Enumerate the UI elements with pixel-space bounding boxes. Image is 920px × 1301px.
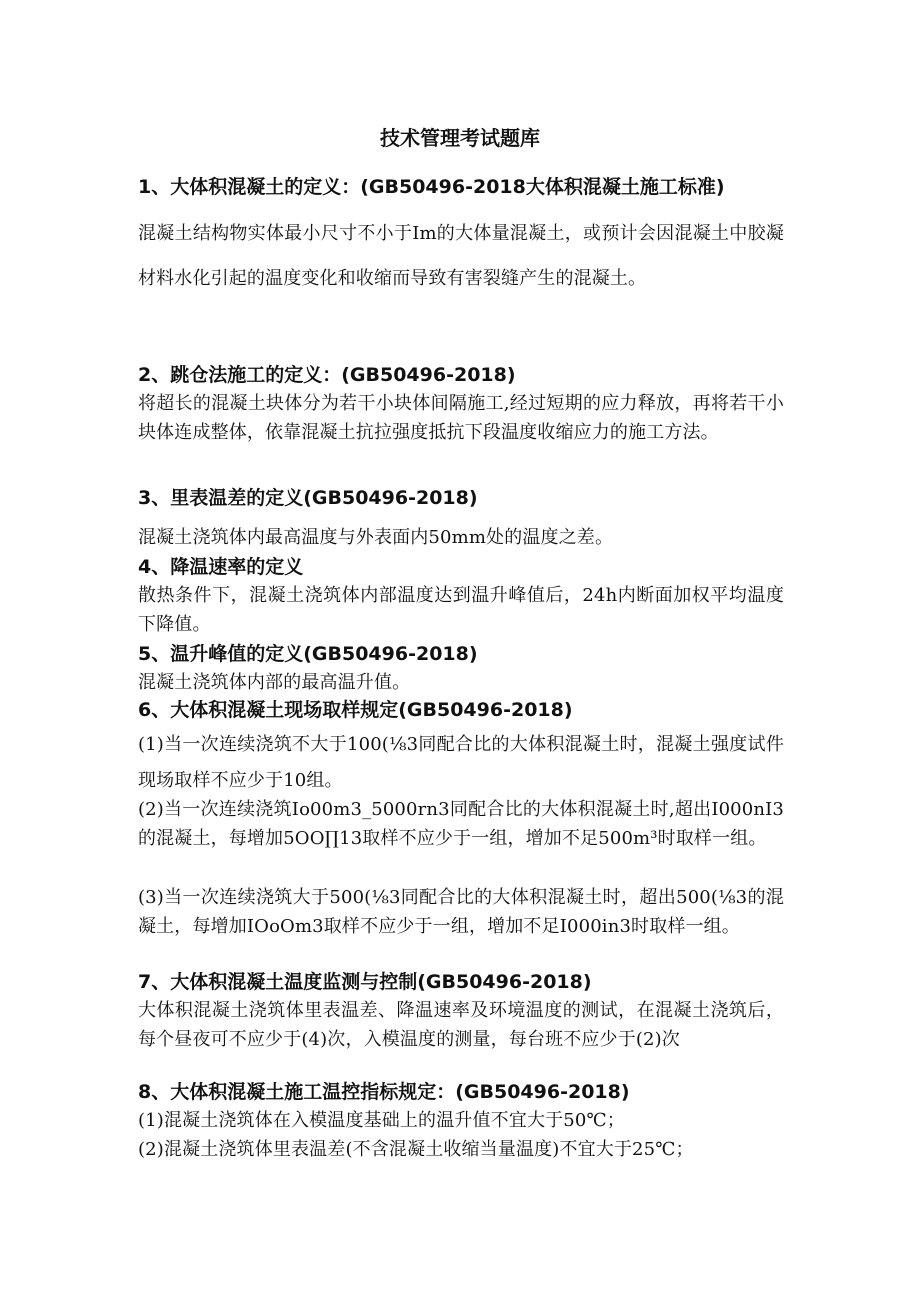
section-5-body: 混凝土浇筑体内部的最高温升值。 [138, 672, 411, 693]
section-3-heading: 3、里表温差的定义(GB50496-2018) [138, 487, 478, 509]
section-6-item-3: (3)当一次连续浇筑大于500(⅛3同配合比的大体积混凝土时，超出500(⅛3的混凝土，每增加IOoOm3取样不应少于一组，增加不足I000in3时取样一组。 [138, 887, 784, 937]
section-1-body: 混凝土结构物实体最小尺寸不小于Im的大体量混凝土，或预计会因混凝土中胶凝材料水化引起的温度变化和收缩而导致有害裂缝产生的混凝土。 [138, 223, 784, 289]
section-2-body: 将超长的混凝土块体分为若干小块体间隔施工,经过短期的应力释放，再将若干小块体连成整体，依靠混凝土抗拉强度抵抗下段温度收缩应力的施工方法。 [138, 393, 784, 443]
section-8-heading: 8、大体积混凝土施工温控指标规定：(GB50496-2018) [138, 1081, 630, 1103]
section-1-heading: 1、大体积混凝土的定义：(GB50496-2018大体积混凝土施工标准) [138, 176, 725, 198]
section-7-heading: 7、大体积混凝土温度监测与控制(GB50496-2018) [138, 971, 592, 993]
section-7-body: 大体积混凝土浇筑体里表温差、降温速率及环境温度的测试，在混凝土浇筑后，每个昼夜可不应少于(4)次，入模温度的测量，每台班不应少于(2)次 [138, 1000, 784, 1050]
section-8-item-1: (1)混凝土浇筑体在入模温度基础上的温升值不宜大于50℃； [138, 1110, 625, 1131]
section-5-heading: 5、温升峰值的定义(GB50496-2018) [138, 643, 478, 665]
document-title: 技术管理考试题库 [380, 126, 540, 150]
section-4-heading: 4、降温速率的定义 [138, 556, 304, 578]
section-6-item-2: (2)当一次连续浇筑Io00m3_5000rn3同配合比的大体积混凝土时,超出I000nI3的混凝土，每增加5OO∏13取样不应少于一组，增加不足500m³时取样一组。 [138, 799, 784, 849]
section-3-body: 混凝土浇筑体内最高温度与外表面内50mm处的温度之差。 [138, 527, 614, 548]
section-6-item-1: (1)当一次连续浇筑不大于100(⅛3同配合比的大体积混凝土时，混凝土强度试件现场取样不应少于10组。 [138, 734, 784, 791]
section-8-item-2: (2)混凝土浇筑体里表温差(不含混凝土收缩当量温度)不宜大于25℃； [138, 1139, 694, 1160]
section-2-heading: 2、跳仓法施工的定义：(GB50496-2018) [138, 364, 516, 386]
section-6-heading: 6、大体积混凝土现场取样规定(GB50496-2018) [138, 699, 573, 721]
section-4-body: 散热条件下，混凝土浇筑体内部温度达到温升峰值后，24h内断面加权平均温度下降值。 [138, 585, 784, 635]
